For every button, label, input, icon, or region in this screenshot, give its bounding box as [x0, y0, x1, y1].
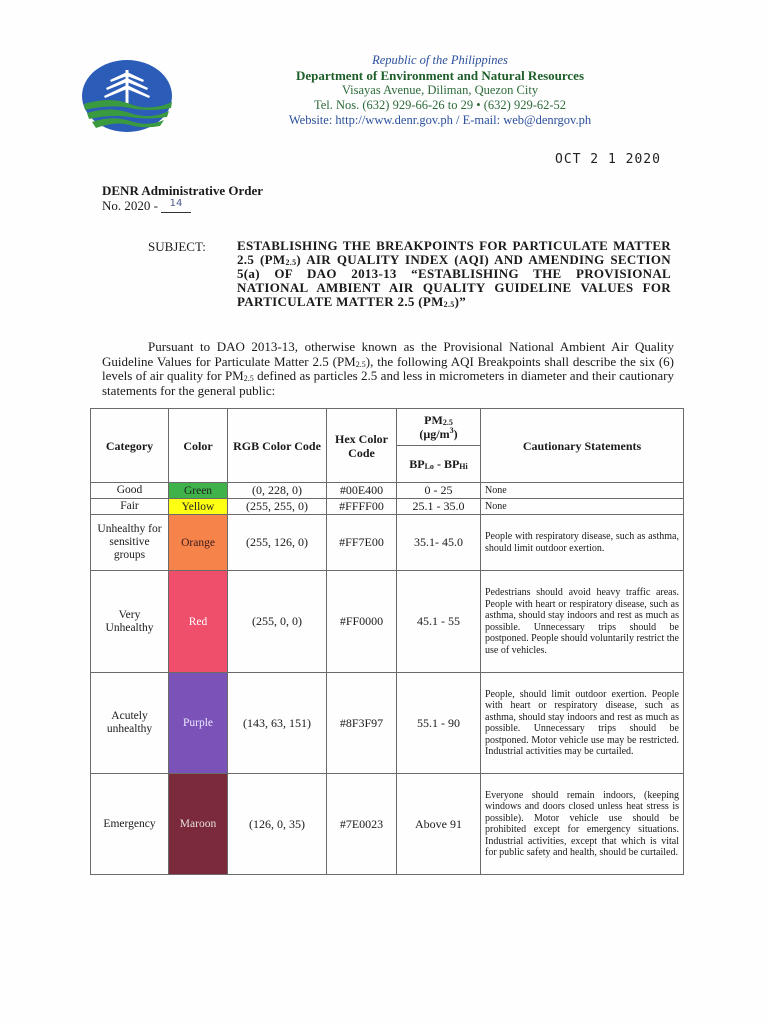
color-label: Green [183, 484, 213, 497]
cell-statement: People, should limit outdoor exertion. People with heart or respiratory disease, such as asthma, should stay indoors and rest as much as possible. Unnecessary trips should be postponed. Motor vehicle use may be restricted. Industrial activities may be curtailed. [481, 673, 684, 774]
table-row [91, 774, 684, 875]
color-label: Red [188, 615, 208, 628]
date-stamp: OCT 2 1 2020 [555, 152, 661, 167]
letterhead [210, 53, 670, 128]
cell-range: 0 - 25 [397, 483, 481, 499]
cell-rgb: (255, 0, 0) [228, 571, 327, 673]
table-header-row [91, 409, 684, 446]
cell-color [169, 673, 228, 774]
subject-text-part: ) AIR QUALITY INDEX (AQI) AND AMENDING SECTION 5(a) OF DAO 2013-13 “ESTABLISHING THE PROVISIONAL NATIONAL AMBIENT AIR QUALITY GUIDELINE VALUES FOR PARTICULATE MATTER 2.5 (PM [237, 252, 672, 309]
cell-statement: Pedestrians should avoid heavy traffic areas. People with heart or respiratory disease, such as asthma, should stay indoors and rest as much as possible. Unnecessary trips should be postponed. People should voluntarily restrict the use of vehicles. [481, 571, 684, 673]
header-pm-sub: 2.5 [442, 418, 453, 427]
aqi-breakpoints-table [90, 408, 684, 875]
subject-label: SUBJECT: [148, 239, 206, 254]
table-row [91, 673, 684, 774]
cell-range: 25.1 - 35.0 [397, 499, 481, 515]
cell-color [169, 483, 228, 499]
header-rgb: RGB Color Code [228, 409, 327, 483]
intro-paragraph [102, 340, 674, 398]
letterhead-department: Department of Environment and Natural Resources [295, 68, 585, 83]
order-title: DENR Administrative Order [102, 183, 264, 198]
color-label: Maroon [179, 818, 217, 830]
cell-statement: Everyone should remain indoors, (keeping windows and doors closed unless heat stress is possible). Motor vehicle use should be prohibited except for emergency situations. Industrial activities, except that which is vital for public safety and health, should be curtailed. [481, 774, 684, 875]
cell-hex: #FF7E00 [327, 515, 397, 571]
order-number-handwritten: 14 [161, 198, 191, 213]
cell-color [169, 774, 228, 875]
header-pm-unit-sup: 3 [449, 426, 454, 435]
header-category: Category [91, 409, 169, 483]
order-number-prefix: No. 2020 - [102, 198, 158, 213]
cell-color [169, 571, 228, 673]
cell-rgb: (126, 0, 35) [228, 774, 327, 875]
table-row [91, 515, 684, 571]
header-cautionary: Cautionary Statements [481, 409, 684, 483]
paragraph-subscript: 2.5 [243, 374, 254, 383]
cell-hex: #8F3F97 [327, 673, 397, 774]
letterhead-telephone: Tel. Nos. (632) 929-66-26 to 29 • (632) 929-62-52 [313, 98, 567, 112]
order-number-line [102, 198, 263, 213]
cell-category: Fair [91, 499, 169, 515]
cell-color [169, 499, 228, 515]
order-heading [102, 183, 263, 213]
header-pm-main: PM [424, 413, 443, 427]
paragraph-part: ), the following AQI Breakpoints shall describe the six (6) levels of air quality for PM [102, 353, 674, 383]
table-row [91, 483, 684, 499]
cell-category: Very Unhealthy [91, 571, 169, 673]
header-bp-lo: BP [409, 457, 425, 471]
cell-hex: #FFFF00 [327, 499, 397, 515]
subject-text-part: ESTABLISHING THE BREAKPOINTS FOR PARTICULATE MATTER 2.5 (PM [237, 238, 671, 267]
paragraph-part: Pursuant to DAO 2013-13, otherwise known as the Provisional National Ambient Air Quality Guideline Values for Particulate Matter 2.5 (PM [102, 339, 674, 369]
cell-statement: None [481, 499, 684, 515]
cell-rgb: (255, 255, 0) [228, 499, 327, 515]
letterhead-address: Visayas Avenue, Diliman, Quezon City [341, 83, 539, 97]
cell-hex: #FF0000 [327, 571, 397, 673]
header-bp-lo-sub: Lo [424, 462, 434, 471]
color-label: Yellow [181, 500, 215, 513]
header-bp-hi-sub: Hi [459, 462, 468, 471]
paragraph-part: defined as particles 2.5 and less in micrometers in diameter and their cautionary statements for the general public: [102, 368, 674, 398]
header-bp-hi: BP [443, 457, 460, 471]
cell-category: Good [91, 483, 169, 499]
cell-rgb: (255, 126, 0) [228, 515, 327, 571]
cell-statement: People with respiratory disease, such as asthma, should limit outdoor exertion. [481, 515, 684, 571]
header-color: Color [169, 409, 228, 483]
cell-statement: None [481, 483, 684, 499]
paragraph-subscript: 2.5 [355, 359, 366, 369]
cell-category: Emergency [91, 774, 169, 875]
cell-range: 45.1 - 55 [397, 571, 481, 673]
cell-range: 55.1 - 90 [397, 673, 481, 774]
cell-color [169, 515, 228, 571]
cell-range: Above 91 [397, 774, 481, 875]
color-label: Purple [182, 717, 214, 729]
color-label: Orange [181, 536, 215, 549]
cell-hex: #00E400 [327, 483, 397, 499]
header-pm25 [397, 409, 481, 446]
header-breakpoints [397, 446, 481, 483]
subject-text-part: )” [454, 294, 467, 309]
denr-logo-icon [80, 58, 175, 138]
header-pm-unit: (µg/m [419, 427, 450, 441]
subject-text [237, 239, 671, 309]
cell-hex: #7E0023 [327, 774, 397, 875]
cell-rgb: (143, 63, 151) [228, 673, 327, 774]
subject-subscript: 2.5 [443, 300, 455, 309]
header-pm-unit-close: ) [453, 427, 458, 441]
cell-range: 35.1- 45.0 [397, 515, 481, 571]
letterhead-website: Website: http://www.denr.gov.ph / E-mail: web@denrgov.ph [288, 113, 592, 127]
table-body [91, 483, 684, 875]
header-bp-sep: - [433, 457, 444, 471]
letterhead-republic: Republic of the Philippines [372, 53, 508, 67]
cell-category: Acutely unhealthy [91, 673, 169, 774]
header-hex: Hex Color Code [327, 409, 397, 483]
table-row [91, 499, 684, 515]
subject-subscript: 2.5 [285, 258, 297, 267]
table-row [91, 571, 684, 673]
cell-rgb: (0, 228, 0) [228, 483, 327, 499]
cell-category: Unhealthy for sensitive groups [91, 515, 169, 571]
